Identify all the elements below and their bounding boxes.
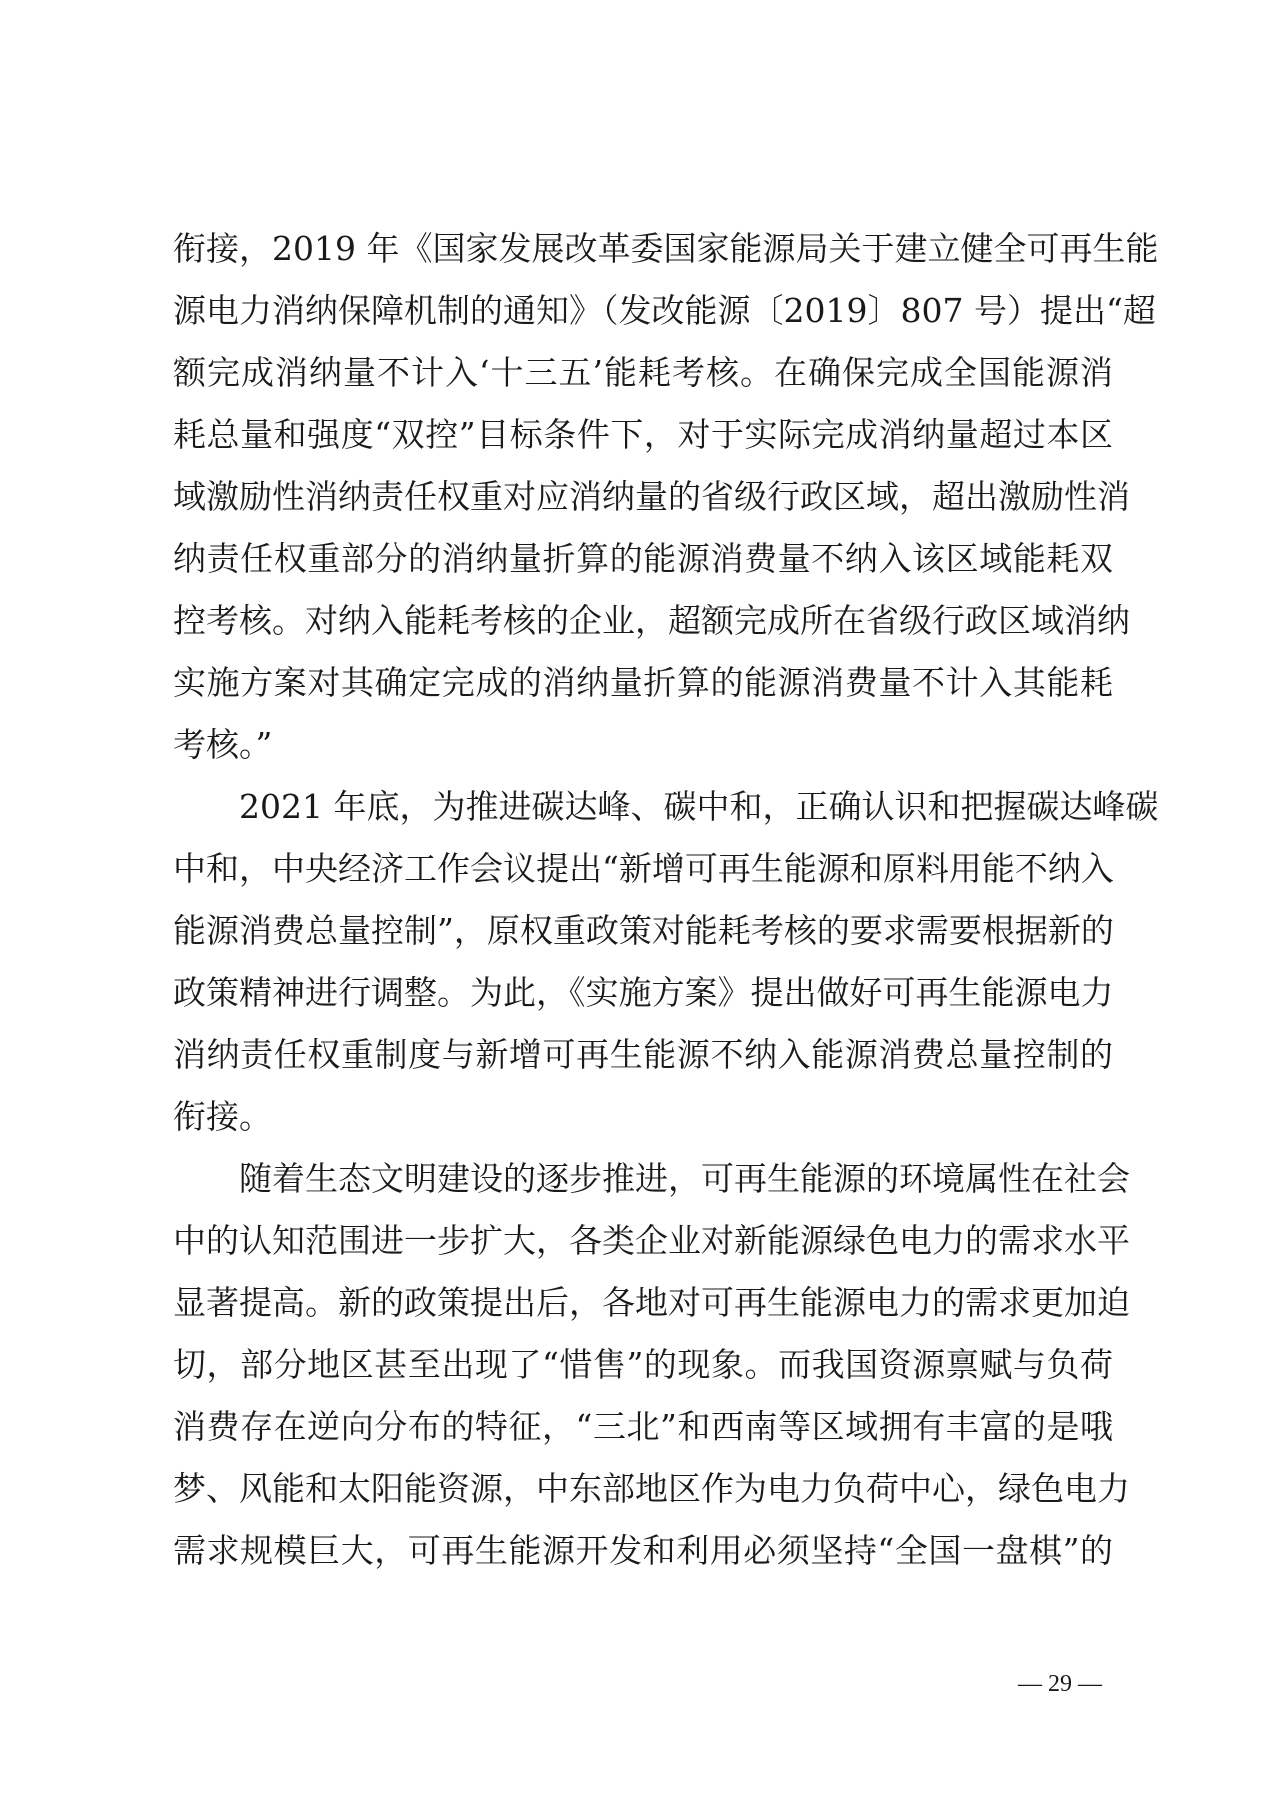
- text-line: 衔接，2019 年《国家发展改革委国家能源局关于建立健全可再生能: [173, 229, 1159, 268]
- text-line: 控考核。对纳入能耗考核的企业，超额完成所在省级行政区域消纳: [173, 601, 1130, 640]
- text-line: 切，部分地区甚至出现了“惜售”的现象。而我国资源禀赋与负荷: [173, 1345, 1113, 1384]
- paragraph-first-line: 2021 年底，为推进碳达峰、碳中和，正确认识和把握碳达峰碳: [239, 787, 1159, 826]
- text-line: 考核。”: [173, 725, 273, 764]
- text-line: 源电力消纳保障机制的通知》（发改能源〔2019〕807 号）提出“超: [173, 291, 1156, 330]
- text-line: 耗总量和强度“双控”目标条件下，对于实际完成消纳量超过本区: [173, 415, 1113, 454]
- page-number: — 29 —: [1018, 1671, 1102, 1697]
- text-line: 衔接。: [173, 1097, 272, 1136]
- text-line: 梦、风能和太阳能资源，中东部地区作为电力负荷中心，绿色电力: [173, 1469, 1130, 1508]
- text-line: 实施方案对其确定完成的消纳量折算的能源消费量不计入其能耗: [173, 663, 1113, 702]
- text-line: 消费存在逆向分布的特征，“三北”和西南等区域拥有丰富的是哦: [173, 1407, 1113, 1446]
- text-line: 政策精神进行调整。为此，《实施方案》提出做好可再生能源电力: [173, 973, 1114, 1012]
- text-line: 纳责任权重部分的消纳量折算的能源消费量不纳入该区域能耗双: [173, 539, 1113, 578]
- body-text: [173, 218, 1159, 1582]
- text-line: 显著提高。新的政策提出后，各地对可再生能源电力的需求更加迫: [173, 1283, 1130, 1322]
- text-line: 需求规模巨大，可再生能源开发和利用必须坚持“全国一盘棋”的: [173, 1531, 1113, 1570]
- paragraph-first-line: 随着生态文明建设的逐步推进，可再生能源的环境属性在社会: [239, 1159, 1130, 1198]
- text-line: 能源消费总量控制”，原权重政策对能耗考核的要求需要根据新的: [173, 911, 1114, 950]
- text-line: 中的认知范围进一步扩大，各类企业对新能源绿色电力的需求水平: [173, 1221, 1130, 1260]
- text-line: 域激励性消纳责任权重对应消纳量的省级行政区域，超出激励性消: [173, 477, 1130, 516]
- text-line: 额完成消纳量不计入‘十三五’能耗考核。在确保完成全国能源消: [173, 353, 1113, 392]
- text-line: 消纳责任权重制度与新增可再生能源不纳入能源消费总量控制的: [173, 1035, 1113, 1074]
- text-line: 中和，中央经济工作会议提出“新增可再生能源和原料用能不纳入: [173, 849, 1114, 888]
